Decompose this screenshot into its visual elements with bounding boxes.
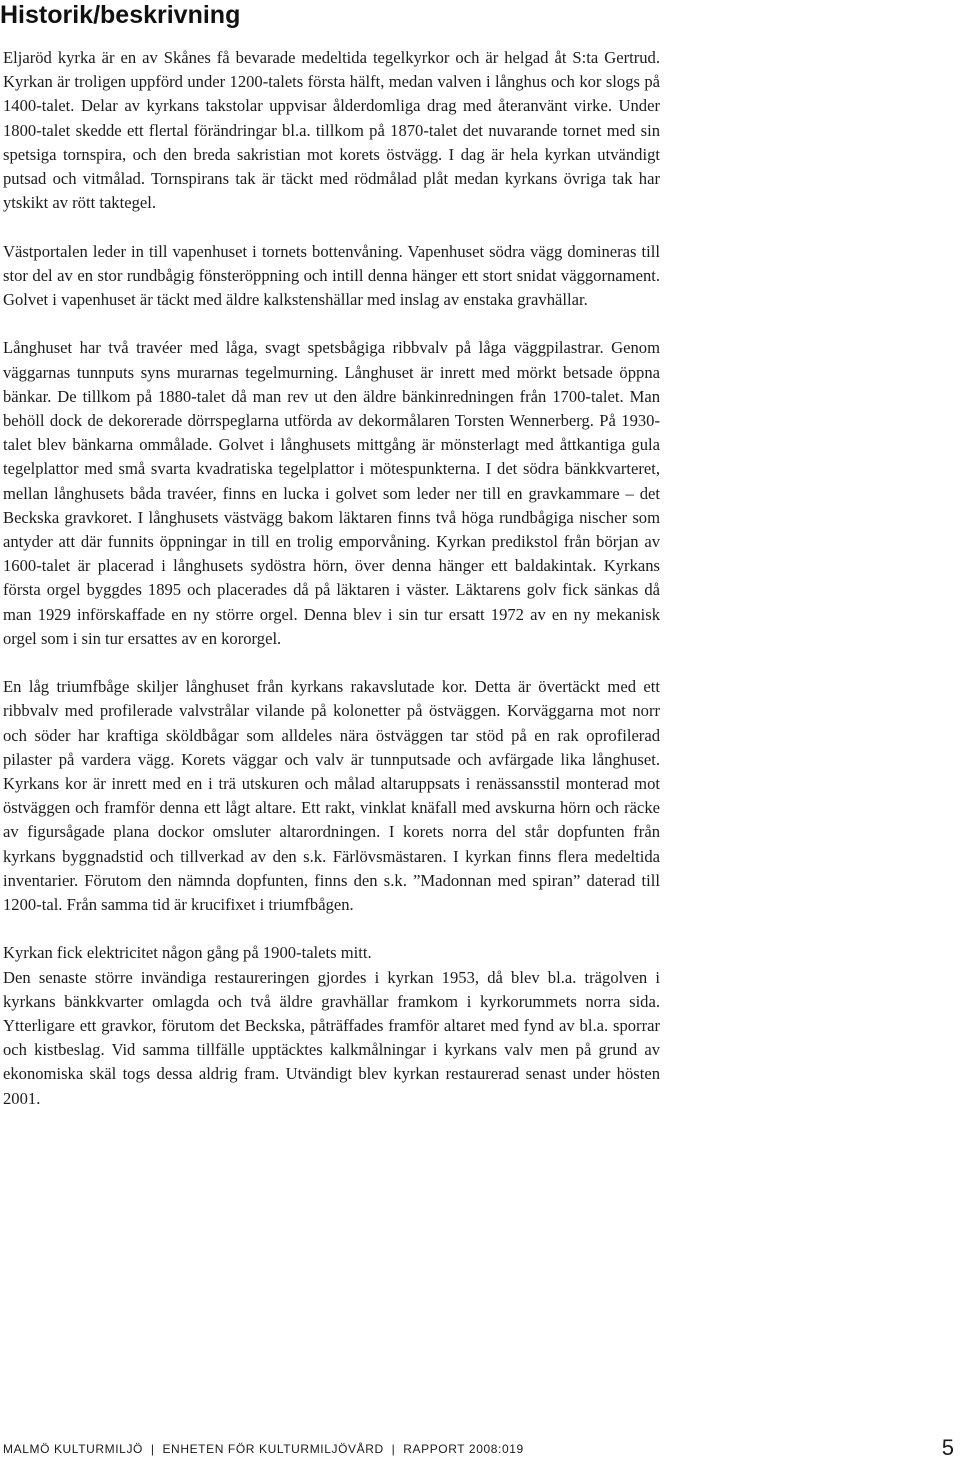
paragraph-porch: Västportalen leder in till vapenhuset i tornets bottenvåning. Vapenhuset södra vägg domineras till stor del av en stor rundbågig fönsteröppning och intill denna hänger ett stort snidat väggornament. Golvet i vapenhuset är täckt med äldre kalkstenshällar med inslag av enstaka gravhällar. [3,241,660,310]
paragraph-electricity: Kyrkan fick elektricitet någon gång på 1900-talets mitt. [3,943,372,963]
page-footer [0,1436,960,1460]
footer-publisher: MALMÖ KULTURMILJÖ | ENHETEN FÖR KULTURMILJÖVÅRD | RAPPORT 2008:019 [3,1442,524,1456]
paragraph-nave: Långhuset har två travéer med låga, svagt spetsbågiga ribbvalv på låga väggpilastrar. Genom väggarnas tunnputs syns murarnas tegelmurning. Långhuset är inrett med mörkt betsade öppna bänkar. De tillkom på 1880-talet då man rev ut den äldre bänkinredningen från 1700-talet. Man behöll dock de dekorerade dörrspeglarna utförda av dekormålaren Torsten Wennerberg. På 1930-talet blev bänkarna ommålade. Golvet i långhusets mittgång är mönsterlagt med åttkantiga gula tegelplattor med små svarta kvadratiska tegelplattor i mötespunkterna. I det södra bänkkvarteret, mellan långhusets båda travéer, finns en lucka i golvet som leder ner till en gravkammare – det Beckska gravkoret. I långhusets västvägg bakom läktaren finns två höga rundbågiga nischer som antyder att där funnits öppningar in till en trolig emporvåning. Kyrkan predikstol från början av 1600-talet är placerad i långhusets sydöstra hörn, över denna hänger ett baldakintak. Kyrkans första orgel byggdes 1895 och placerades då på läktaren i väster. Läktarens golv fick sänkas då man 1929 införskaffade en ny större orgel. Denna blev i sin tur ersatt 1972 av en ny mekanisk orgel som i sin tur ersattes av en kororgel. [3,338,660,648]
paragraph-restoration: Den senaste större invändiga restaureringen gjordes i kyrkan 1953, då blev bl.a. trägolven i kyrkans bänkkvarter omlagda och två äldre gravhällar framkom i kyrkorummets norra sida. Ytterligare ett gravkor, förutom det Beckska, påträffades framför altaret med fynd av bl.a. sporrar och kistbeslag. Vid samma tillfälle upptäcktes kalkmålningar i kyrkans valv men på grund av ekonomiska skäl togs dessa aldrig fram. Utvändigt blev kyrkan restaurerad senast under hösten 2001. [3,967,660,1108]
paragraph-history: Eljaröd kyrka är en av Skånes få bevarade medeltida tegelkyrkor och är helgad åt S:ta Gertrud. Kyrkan är troligen uppförd under 1200-talets första hälft, medan valven i långhus och kor slogs på 1400-talet. Delar av kyrkans takstolar uppvisar ålderdomliga drag med återanvänt virke. Under 1800-talet skedde ett flertal förändringar bl.a. tillkom på 1870-talet det nuvarande tornet med sin spetsiga tornspira, och den breda sakristian mot korets östvägg. I dag är hela kyrkan utvändigt putsad och vitmålad. Tornspirans tak är täckt med rödmålad plåt medan kyrkans övriga tak har ytskikt av rött taktegel. [3,48,660,213]
page-number: 5 [941,1435,954,1460]
page-heading: Historik/beskrivning [0,1,241,29]
paragraph-choir: En låg triumfbåge skiljer långhuset från kyrkans rakavslutade kor. Detta är övertäckt med ett ribbvalv med profilerade valvstrålar vilande på kolonetter på östväggen. Korväggarna mot norr och söder har kraftiga sköldbågar som alldeles nära östväggen tar stöd på en rak oprofilerad pilaster på vardera vägg. Korets väggar och valv är tunnputsade och avfärgade lika långhuset. Kyrkans kor är inrett med en i trä utskuren och målad altaruppsats i renässansstil monterad mot östväggen och framför denna ett lågt altare. Ett rakt, vinklat knäfall med avskurna hörn och räcke av figursågade plana dockor omsluter altarordningen. I korets norra del står dopfunten från kyrkans byggnadstid och tillverkad av den s.k. Färlövsmästaren. I kyrkan finns flera medeltida inventarier. Förutom den nämnda dopfunten, finns den s.k. ”Madonnan med spiran” daterad till 1200-tal. Från samma tid är krucifixet i triumfbågen. [3,677,660,915]
body-text [3,46,660,1135]
